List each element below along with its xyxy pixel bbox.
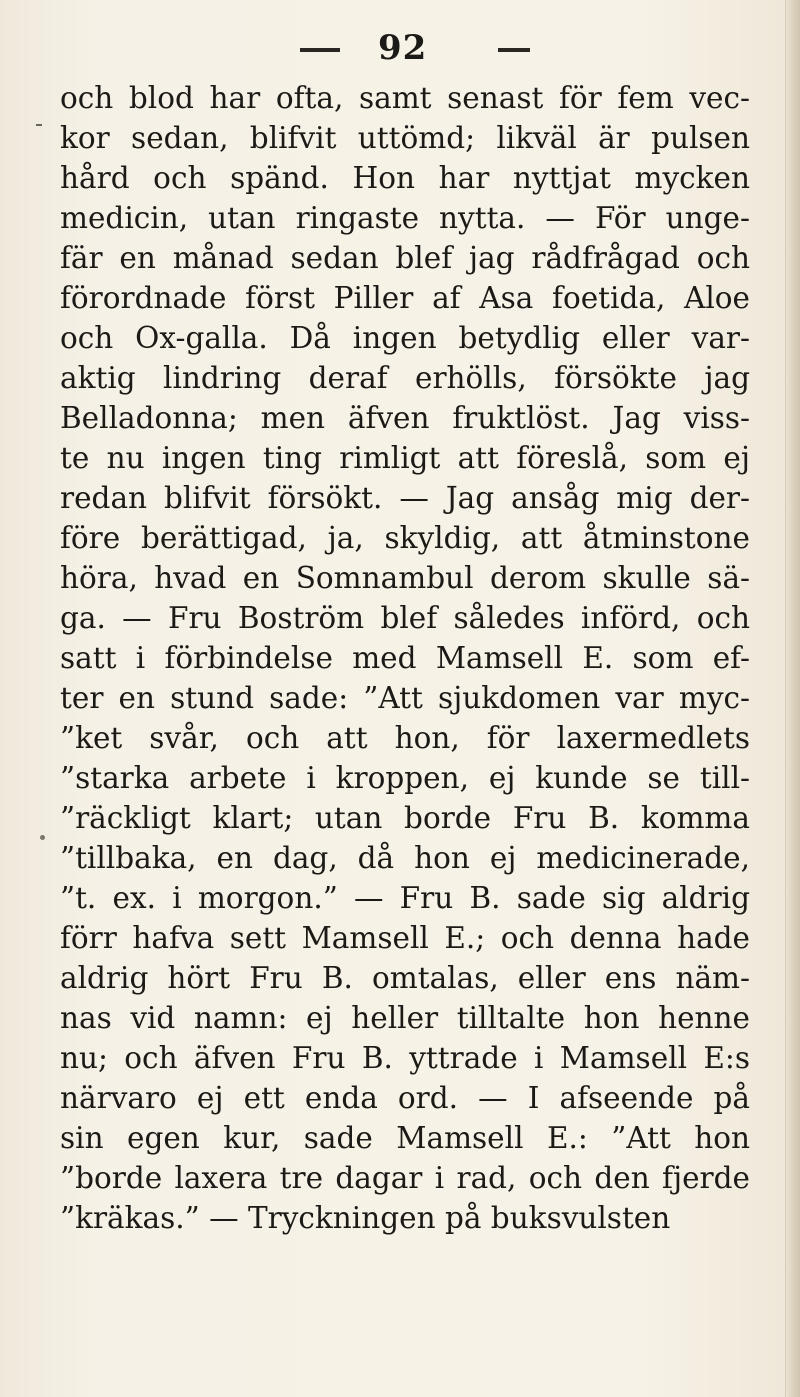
text-line: sin egen kur, sade Mamsell E.: ”Att hon xyxy=(60,1121,750,1155)
text-line: förordnade först Piller af Asa foetida, Aloe xyxy=(60,281,750,315)
text-line: och blod har ofta, samt senast för fem vec- xyxy=(60,81,750,115)
header-rule-right xyxy=(498,48,530,52)
text-line: ”starka arbete i kroppen, ej kunde se till- xyxy=(60,761,750,795)
text-line: nu; och äfven Fru B. yttrade i Mamsell E:s xyxy=(60,1041,750,1075)
text-line: före berättigad, ja, skyldig, att åtminstone xyxy=(60,521,750,555)
text-line: och Ox-galla. Då ingen betydlig eller var- xyxy=(60,321,750,355)
text-line: förr hafva sett Mamsell E.; och denna hade xyxy=(60,921,750,955)
text-line: ”ket svår, och att hon, för laxermedlets xyxy=(60,721,750,755)
page-edge xyxy=(785,0,800,1397)
text-line: hård och spänd. Hon har nyttjat mycken xyxy=(60,161,750,195)
text-line: fär en månad sedan blef jag rådfrågad och xyxy=(60,241,750,275)
text-line: te nu ingen ting rimligt att föreslå, som ej xyxy=(60,441,750,475)
text-line: närvaro ej ett enda ord. — I afseende på xyxy=(60,1081,750,1115)
header-rule-left xyxy=(300,48,340,52)
text-line: nas vid namn: ej heller tilltalte hon henne xyxy=(60,1001,750,1035)
text-line: aldrig hört Fru B. omtalas, eller ens näm- xyxy=(60,961,750,995)
text-line: ”kräkas.” — Tryckningen på buksvulsten xyxy=(60,1201,671,1235)
text-line: kor sedan, blifvit uttömd; likväl är pulsen xyxy=(60,121,750,155)
text-line: ga. — Fru Boström blef således införd, och xyxy=(60,601,750,635)
margin-mark xyxy=(36,124,42,126)
text-line: ”räckligt klart; utan borde Fru B. komma xyxy=(60,801,750,835)
text-line: aktig lindring deraf erhölls, försökte jag xyxy=(60,361,750,395)
text-line: medicin, utan ringaste nytta. — För unge- xyxy=(60,201,750,235)
text-line: Belladonna; men äfven fruktlöst. Jag viss- xyxy=(60,401,750,435)
margin-dot xyxy=(40,835,45,840)
text-line: ter en stund sade: ”Att sjukdomen var myc- xyxy=(60,681,750,715)
body-text xyxy=(60,78,750,1238)
text-line: redan blifvit försökt. — Jag ansåg mig der- xyxy=(60,481,750,515)
text-line: höra, hvad en Somnambul derom skulle sä- xyxy=(60,561,750,595)
text-line: ”tillbaka, en dag, då hon ej medicinerade, xyxy=(60,841,750,875)
page-number: 92 xyxy=(378,28,428,68)
text-line: ”t. ex. i morgon.” — Fru B. sade sig aldrig xyxy=(60,881,750,915)
text-line: satt i förbindelse med Mamsell E. som ef- xyxy=(60,641,750,675)
text-line: ”borde laxera tre dagar i rad, och den fjerde xyxy=(60,1161,750,1195)
page-header xyxy=(0,22,800,72)
